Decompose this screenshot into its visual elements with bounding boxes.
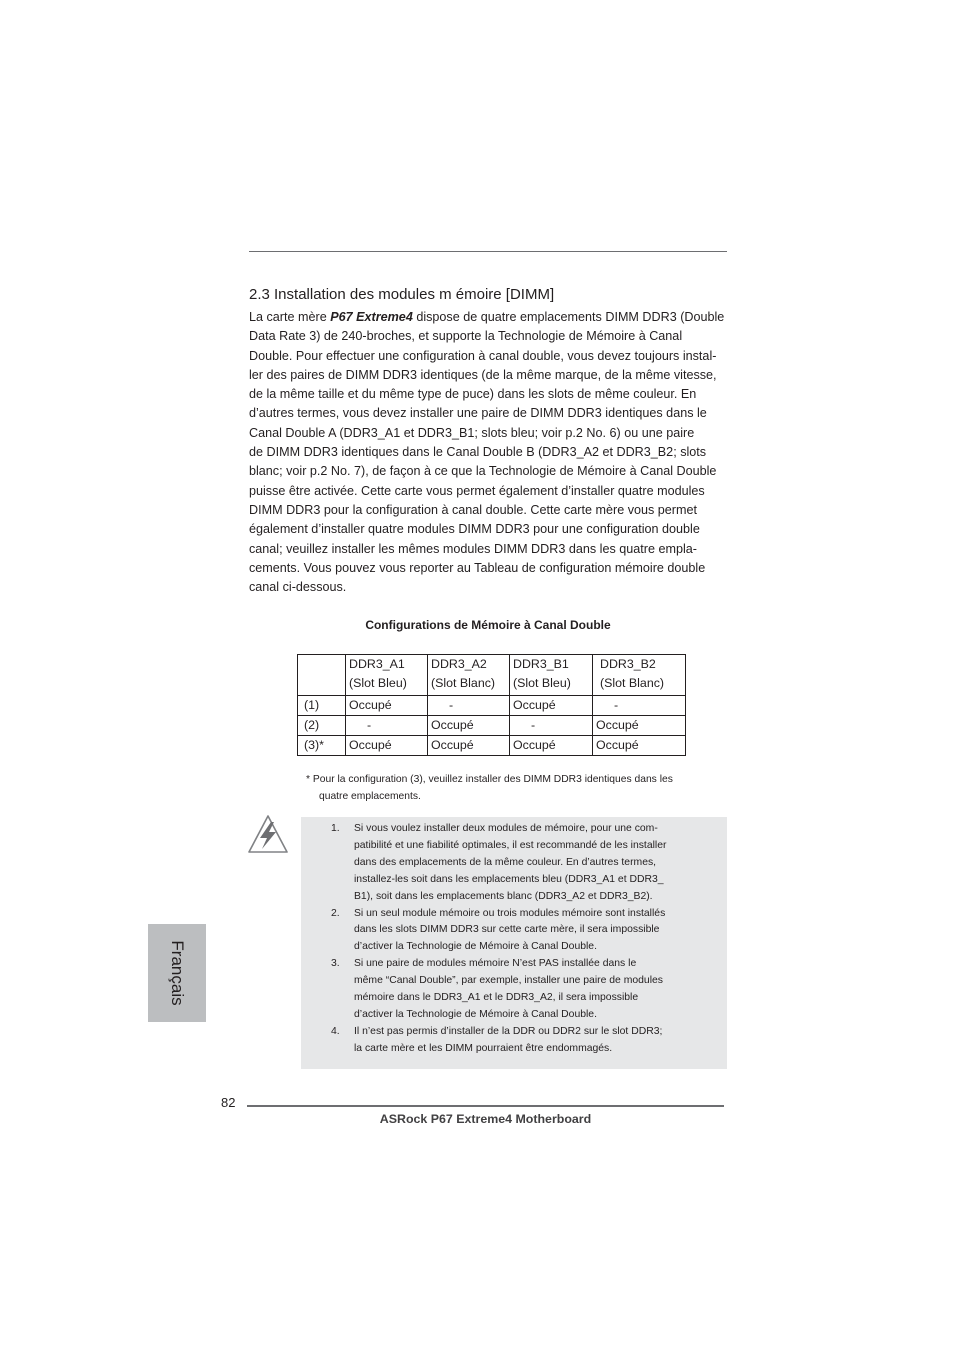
note-line: Il n’est pas permis d’installer de la DDR ou DDR2 sur le slot DDR3; <box>354 1025 663 1037</box>
note-number: 2. <box>331 907 340 919</box>
lightning-warning-icon <box>247 814 289 854</box>
note-item <box>331 956 696 1024</box>
header-cell: DDR3_A2 (Slot Blanc) <box>428 655 510 696</box>
intro-line: canal ci-dessous. <box>249 580 347 595</box>
intro-line: puisse être activée. Cette carte vous permet également d’installer quatre modules <box>249 483 705 498</box>
table-cell: - <box>346 716 428 736</box>
row-label: (3)* <box>298 736 346 756</box>
table-cell: Occupé <box>593 736 686 756</box>
header-divider <box>249 251 727 252</box>
model-name: P67 Extreme4 <box>330 310 413 324</box>
intro-line: d’autres termes, vous devez installer une paire de DIMM DDR3 identiques dans le <box>249 406 707 421</box>
table-footnote <box>306 771 726 805</box>
note-number: 1. <box>331 823 340 834</box>
note-line: mémoire dans le DDR3_A1 et le DDR3_A2, il sera impossible <box>354 992 639 1004</box>
note-number: 4. <box>331 1025 340 1037</box>
header-cell: DDR3_B2 (Slot Blanc) <box>593 655 686 696</box>
note-item <box>331 906 696 957</box>
table-cell: Occupé <box>428 736 510 756</box>
table-row <box>298 736 686 756</box>
footer-divider <box>247 1105 724 1107</box>
intro-line: Canal Double A (DDR3_A1 et DDR3_B1; slots bleu; voir p.2 No. 6) ou une paire <box>249 425 695 440</box>
note-line: dans des emplacements de la même couleur. En d’autres termes, <box>354 856 657 868</box>
table-corner-cell <box>298 655 346 696</box>
intro-line: de DIMM DDR3 identiques dans le Canal Double B (DDR3_A2 et DDR3_B2; slots <box>249 445 707 460</box>
header-cell: DDR3_B1 (Slot Bleu) <box>510 655 593 696</box>
note-line: d’activer la Technologie de Mémoire à Canal Double. <box>354 941 597 953</box>
memory-config-table <box>297 654 686 756</box>
table-row <box>298 696 686 716</box>
language-tab-label: Français <box>168 940 187 1006</box>
intro-paragraph <box>249 308 729 597</box>
note-line: Si une paire de modules mémoire N’est PAS installée dans le <box>354 958 637 970</box>
intro-line: également d’installer quatre modules DIMM DDR3 pour une configuration double <box>249 522 700 537</box>
table-cell: Occupé <box>346 696 428 716</box>
note-line: B1), soit dans les emplacements blanc (DDR3_A2 et DDR3_B2). <box>354 890 653 902</box>
language-tab <box>148 924 206 1022</box>
intro-line: blanc; voir p.2 No. 7), de façon à ce que la Technologie de Mémoire à Canal Double <box>249 464 717 479</box>
note-line: même “Canal Double”, par exemple, installer une paire de modules <box>354 975 663 987</box>
intro-line: Double. Pour effectuer une configuration à canal double, vous devez toujours instal- <box>249 348 717 363</box>
note-item <box>331 821 696 906</box>
table-cell: - <box>510 716 593 736</box>
intro-line: Data Rate 3) de 240-broches, et supporte la Technologie de Mémoire à Canal <box>249 329 683 344</box>
table-header-row <box>298 655 686 696</box>
intro-line: ler des paires de DIMM DDR3 identiques (de la même marque, de la même vitesse, <box>249 367 717 382</box>
table-cell: Occupé <box>510 696 593 716</box>
intro-line: DIMM DDR3 pour la configuration à canal double. Cette carte mère vous permet <box>249 502 697 517</box>
note-number: 3. <box>331 958 340 970</box>
row-label: (2) <box>298 716 346 736</box>
table-cell: - <box>428 696 510 716</box>
page-number: 82 <box>221 1095 236 1110</box>
note-line: installez-les soit dans les emplacements bleu (DDR3_A1 et DDR3_ <box>354 873 664 885</box>
table-cell: Occupé <box>510 736 593 756</box>
header-cell: DDR3_A1 (Slot Bleu) <box>346 655 428 696</box>
footer-brand: ASRock P67 Extreme4 Motherboard <box>379 1112 592 1126</box>
table-cell: Occupé <box>346 736 428 756</box>
notes-list <box>331 821 696 1058</box>
section-title: 2.3 Installation des modules m émoire [DIMM] <box>249 286 555 303</box>
intro-line: cements. Vous pouvez vous reporter au Tableau de configuration mémoire double <box>249 560 706 575</box>
footnote-line: quatre emplacements. <box>319 791 421 802</box>
footnote-line: * Pour la configuration (3), veuillez installer des DIMM DDR3 identiques dans les <box>306 774 673 785</box>
note-line: d’activer la Technologie de Mémoire à Canal Double. <box>354 1008 597 1020</box>
table-title: Configurations de Mémoire à Canal Double <box>365 618 611 632</box>
note-line: Si vous voulez installer deux modules de mémoire, pour une com- <box>354 823 658 834</box>
row-label: (1) <box>298 696 346 716</box>
intro-line: de la même taille et du même type de puce) dans les slots de même couleur. En <box>249 387 697 402</box>
note-line: dans les slots DIMM DDR3 sur cette carte mère, il sera impossible <box>354 924 660 936</box>
note-item <box>331 1024 696 1058</box>
note-line: patibilité et une fiabilité optimales, il est recommandé de les installer <box>354 839 667 851</box>
table-row <box>298 716 686 736</box>
table-cell: - <box>593 696 686 716</box>
note-line: Si un seul module mémoire ou trois modules mémoire sont installés <box>354 907 666 919</box>
intro-line: La carte mère P67 Extreme4 dispose de quatre emplacements DIMM DDR3 (Double <box>249 310 725 324</box>
note-line: la carte mère et les DIMM pourraient être endommagés. <box>354 1042 613 1054</box>
table-cell: Occupé <box>428 716 510 736</box>
intro-line: canal; veuillez installer les mêmes modules DIMM DDR3 dans les quatre empla- <box>249 541 697 556</box>
table-cell: Occupé <box>593 716 686 736</box>
